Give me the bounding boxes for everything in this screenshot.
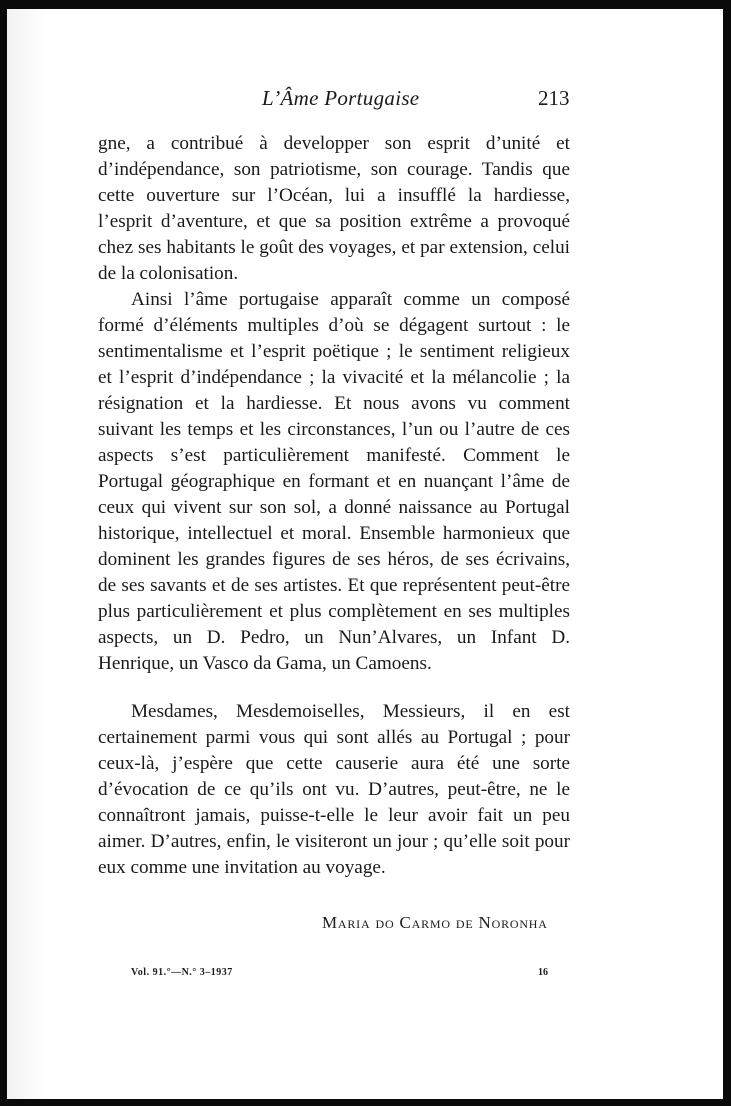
paragraph-continuation: [98, 131, 570, 287]
paragraph-text: Ainsi l’âme portugaise apparaît comme un composé formé d’éléments multiples d’où se dégagent surtout : le sentimentalisme et l’esprit poëtique ; le sentiment religieux et l’esprit d’indépendance ; la vivacité et la mélancolie ; la résignation et la hardiesse. Et nous avons vu comment suivant les temps et les circonstances, l’un ou l’autre de ces aspects s’est particulièrement manifesté. Comment le Portugal géographique en formant et en nuançant l’âme de ceux qui vivent sur son sol, a donné naissance au Portugal historique, intellectuel et moral. Ensemble harmonieux que dominent les grandes figures de ses héros, de ses écrivains, de ses savants et de ses artistes. Et que représentent peut-être plus particulièrement et plus complètement en ses multiples aspects, un D. Pedro, un Nun’Alvares, un Infant D. Henrique, un Vasco da Gama, un Camoens.: [98, 289, 570, 674]
footer-volume-info: Vol. 91.°—N.° 3–1937: [131, 967, 233, 978]
paragraph-text: gne, a contribué à developper son esprit d’unité et d’indépendance, son patriotisme, son courage. Tandis que cette ouverture sur l’Océan, lui a insufflé la hardiesse, l’esprit d’aventure, et que sa position extrême a provoqué chez ses habitants le goût des voyages, et par extension, celui de la colonisation.: [98, 133, 570, 284]
footer-signature-mark: 16: [538, 967, 548, 978]
author-signature: Maria do Carmo de Noronha: [322, 913, 548, 932]
page-number: 213: [538, 86, 570, 110]
paragraph-portuguese-soul: [98, 287, 570, 677]
paragraph-closing-address: [98, 699, 570, 881]
paragraph-text: Mesdames, Mesdemoiselles, Messieurs, il en est certainement parmi vous qui sont allés au Portugal ; pour ceux-là, j’espère que cette causerie aura été une sorte d’évocation de ce qu’ils ont vu. D’autres, peut-être, ne le connaîtront jamais, puisse-t-elle le leur avoir fait un peu aimer. D’autres, enfin, le visiteront un jour ; qu’elle soit pour eux comme une invitation au voyage.: [98, 701, 570, 878]
running-title: L’Âme Portugaise: [262, 86, 420, 110]
